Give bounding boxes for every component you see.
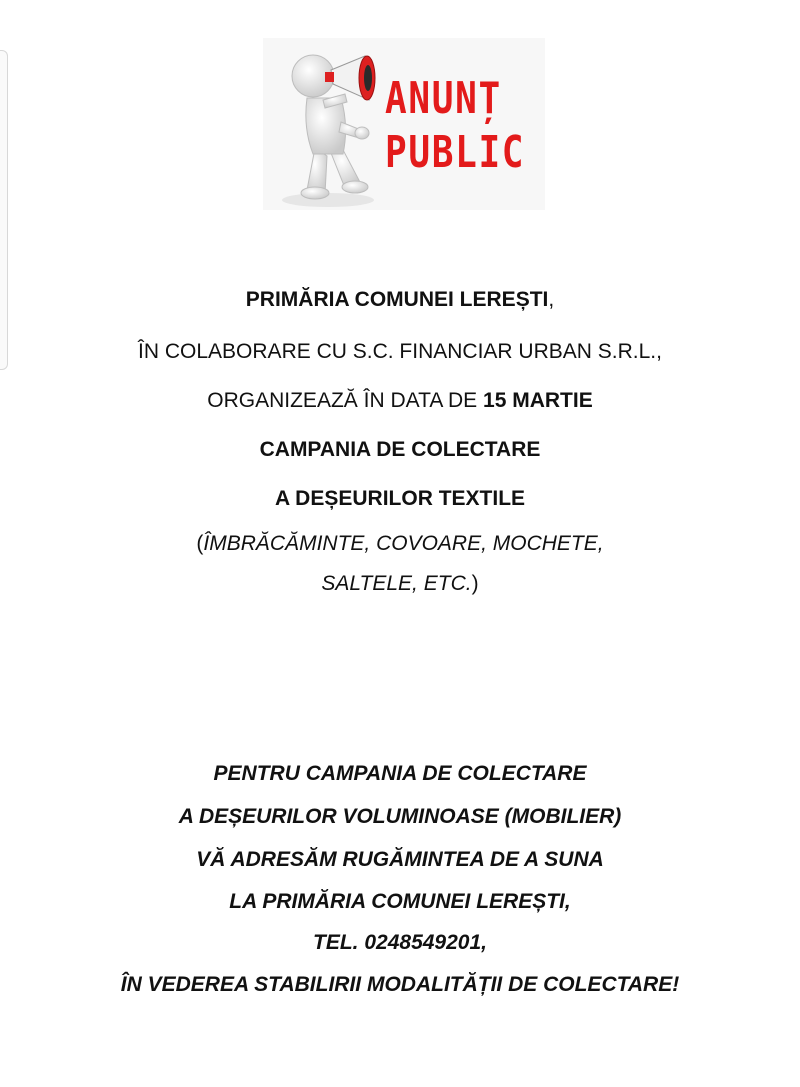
banner-title	[385, 72, 526, 180]
items-list-part2: SALTELE, ETC.	[321, 572, 472, 595]
notice-line6: ÎN VEDEREA STABILIRII MODALITĂȚII DE COLECTARE!	[120, 973, 680, 996]
banner-title-line2: PUBLIC	[385, 127, 526, 178]
items-open-paren: (	[196, 532, 204, 555]
notice-line4: LA PRIMĂRIA COMUNEI LEREȘTI,	[229, 890, 571, 913]
collaboration-line: ÎN COLABORARE CU S.C. FINANCIAR URBAN S.R.L.,	[138, 340, 662, 363]
items-line1	[0, 532, 800, 556]
notice-line1: PENTRU CAMPANIA DE COLECTARE	[213, 762, 587, 785]
date-line	[0, 389, 800, 413]
banner-title-line1: ANUNȚ	[385, 73, 502, 124]
campaign-date: 15 MARTIE	[483, 389, 593, 412]
organizer-suffix: ,	[548, 288, 555, 311]
organizer-name: PRIMĂRIA COMUNEI LEREȘTI	[245, 288, 549, 311]
campaign-title-line2: A DEȘEURILOR TEXTILE	[274, 487, 526, 510]
notice-line3: VĂ ADRESĂM RUGĂMINTEA DE A SUNA	[196, 848, 604, 871]
campaign-title-line1: CAMPANIA DE COLECTARE	[259, 438, 541, 461]
notice-line2: A DEȘEURILOR VOLUMINOASE (MOBILIER)	[178, 805, 622, 828]
megaphone-figure-icon	[263, 38, 393, 210]
date-prefix: ORGANIZEAZĂ ÎN DATA DE	[207, 389, 484, 412]
items-line2	[0, 572, 800, 596]
organizer-line	[0, 288, 800, 312]
notice-phone: TEL. 0248549201,	[313, 931, 487, 954]
scroll-edge-handle[interactable]	[0, 50, 8, 370]
items-list-part1: ÎMBRĂCĂMINTE, COVOARE, MOCHETE,	[203, 532, 604, 555]
items-close-paren: )	[471, 572, 479, 595]
announcement-banner	[263, 38, 545, 210]
